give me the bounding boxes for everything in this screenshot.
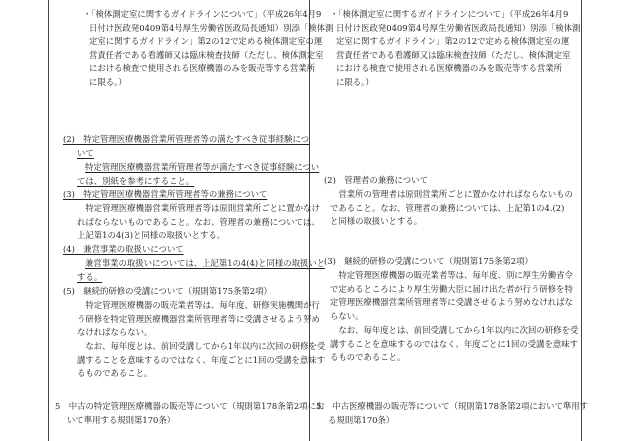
text-line: における検査で使用される医療機器のみを販売等する営業所: [336, 63, 563, 74]
section-5-note: [77, 340, 325, 381]
text-line: 特定管理医療機器営業所管理者等が満たすべき従事経験につい: [85, 162, 320, 172]
text-line: に限る。）: [89, 76, 127, 87]
section-5-body: [77, 299, 320, 340]
text-line: 特定管理医療機器の販売業者等は、毎年度、別に厚生労働省令: [330, 270, 573, 280]
text-line: (2) 特定管理医療機器営業所管理者等の満たすべき従事経験につ: [63, 134, 310, 144]
item-5-heading: [316, 400, 588, 427]
text-line: ・「検体測定室に関するガイドラインについて」（平成26年4月9: [330, 9, 569, 19]
section-3-title: (3) 継続的研修の受講について（規則第175条第2項）: [324, 256, 533, 266]
text-line: する。: [77, 271, 103, 282]
guideline-bullet: [83, 8, 333, 90]
text-line: らない。: [330, 310, 364, 321]
text-line: 営責任者である看護師又は臨床検査技師（ただし、検体測定室: [336, 49, 571, 60]
text-line: 上記第1の4(3)と同様の取扱いとする。: [77, 230, 226, 241]
text-line: いて: [77, 147, 94, 158]
text-line: 日付け医政発0409第4号厚生労働省医政局長通知）別添「検体測: [336, 22, 581, 33]
section-3-body: [330, 269, 573, 323]
text-line: るものであること。: [77, 368, 153, 379]
text-line: で定めるところにより厚生労働大臣に届け出た者が行う研修を特: [330, 283, 573, 294]
text-line: 営業所の管理者は原則営業所ごとに置かなければならないもの: [330, 189, 573, 199]
text-line: る規則第170条）: [328, 414, 395, 425]
text-line: なお、毎年度とは、前回受講してから1年以内に次回の研修を受: [330, 325, 579, 335]
text-line: と同様の取扱いとする。: [330, 216, 423, 227]
text-line: ればならないものであること。なお、管理者の兼務については、: [77, 216, 320, 227]
section-2-body: [77, 161, 319, 188]
text-line: なお、毎年度とは、前回受講してから1年以内に次回の研修を受: [77, 341, 326, 351]
text-line: における検査で使用される医療機器のみを販売等する営業所: [89, 63, 316, 74]
section-3-body: [77, 202, 320, 243]
text-line: 特定管理医療機器営業所管理者等は原則営業所ごとに置かなけ: [77, 203, 320, 213]
text-line: なければならない。: [77, 327, 153, 338]
text-line: であること。なお、管理者の兼務については、上記第1の4.(2): [330, 202, 565, 213]
text-line: 定室に関するガイドライン」第2の12で定める検体測定室の運: [89, 36, 323, 47]
section-2-body: [330, 188, 573, 229]
section-5-title: (5) 継続的研修の受講について（規則第175条第2項）: [63, 286, 272, 296]
section-4-body: [77, 257, 325, 284]
text-line: う研修を特定管理医療機器営業所管理者等に受講させるよう努め: [77, 313, 320, 324]
text-line: 定管理医療機器営業所管理者等に受講させるよう努めなければな: [330, 297, 573, 308]
text-line: 特定管理医療機器の販売業者等は、毎年度、研修実施機関が行: [77, 300, 320, 310]
text-line: 講することを意味するのではなく、年度ごとに1回の受講を意味す: [77, 354, 326, 365]
section-2-title: (2) 管理者の兼務について: [324, 175, 428, 185]
section-4-title: (4) 兼営事業の取扱いについて: [63, 244, 184, 254]
text-line: 5. 中古医療機器の販売等について（規則第178条第2項において準用す: [316, 401, 589, 411]
text-line: るものであること。: [330, 352, 406, 363]
revised-column: [48, 0, 334, 441]
section-3-note: [330, 324, 578, 365]
item-5-heading: [55, 400, 324, 427]
current-column: [310, 0, 589, 441]
section-2-title: [63, 133, 309, 160]
text-line: 講することを意味するのではなく、年度ごとに1回の受講を意味す: [330, 338, 579, 349]
text-line: に限る。）: [336, 76, 374, 87]
section-3-title: (3) 特定管理医療機器営業所管理者等の兼務について: [63, 189, 268, 199]
text-line: ては、別紙を参考にすること。: [77, 175, 195, 186]
text-line: いて準用する規則第170条）: [67, 414, 176, 425]
text-line: 兼営事業の取扱いについては、上記第1の4(4)と同様の取扱いと: [85, 258, 326, 268]
text-line: 定室に関するガイドライン」第2の12で定める検体測定室の運: [336, 36, 570, 47]
guideline-bullet: [330, 8, 580, 90]
text-line: 5 中古の特定管理医療機器の販売等について（規則第178条第2項にお: [55, 401, 325, 411]
text-line: ・「検体測定室に関するガイドラインについて」（平成26年4月9: [83, 9, 322, 19]
text-line: 営責任者である看護師又は臨床検査技師（ただし、検体測定室: [89, 49, 324, 60]
text-line: 日付け医政発0409第4号厚生労働省医政局長通知）別添「検体測: [89, 22, 334, 33]
